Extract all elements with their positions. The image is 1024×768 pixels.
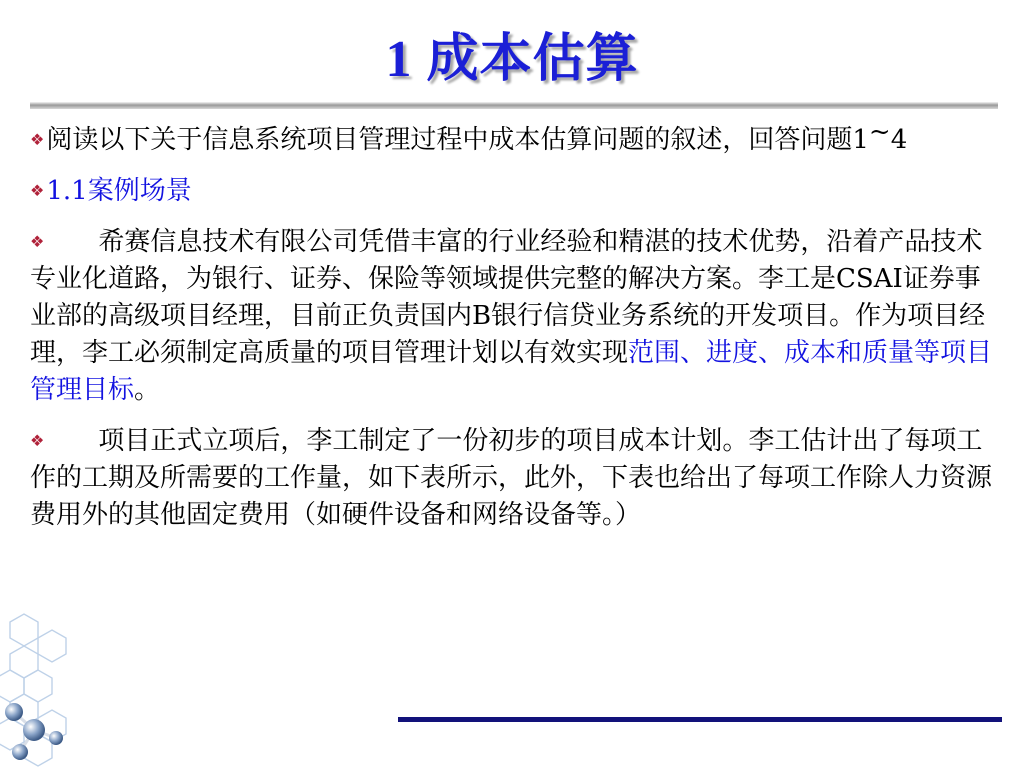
intro-tilde: ~ [868,117,891,147]
goals-highlight: 范围、进度、成本和质量等项目管理目标 [30,338,993,405]
case-heading-text: 1.1案例场景 [46,176,192,206]
slide-title: 1 成本估算 [385,31,639,88]
diamond-bullet-icon: ❖ [30,181,45,200]
slide-body [30,114,1005,547]
company-paragraph [30,223,1005,409]
case-heading [30,172,1005,210]
diamond-bullet-icon: ❖ [30,232,45,251]
bottom-divider [398,717,1002,722]
cost-plan-paragraph [30,422,1005,534]
molecule-decoration-icon [0,612,78,768]
intro-text: 阅读以下关于信息系统项目管理过程中成本估算问题的叙述，回答问题1 [46,125,869,155]
intro-paragraph [30,114,1005,159]
diamond-bullet-icon: ❖ [30,431,45,450]
cost-plan-text: 项目正式立项后，李工制定了一份初步的项目成本计划。李工估计出了每项工作的工期及所需要的工作量，如下表所示，此外，下表也给出了每项工作除人力资源费用外的其他固定费用（如硬件设备和网络设备等。） [30,426,993,530]
intro-end: 4 [890,125,908,155]
company-text: 希赛信息技术有限公司凭借丰富的行业经验和精湛的技术优势，沿着产品技术专业化道路，为银行、证券、保险等领域提供完整的解决方案。李工是CSAI证券事业部的高级项目经理，目前正负责国内B银行信贷业务系统的开发项目。作为项目经理，李工必须制定高质量的项目管理计划以有效实现 [30,227,986,368]
title-divider [30,102,998,109]
diamond-bullet-icon: ❖ [30,130,45,149]
company-end: 。 [134,375,161,405]
